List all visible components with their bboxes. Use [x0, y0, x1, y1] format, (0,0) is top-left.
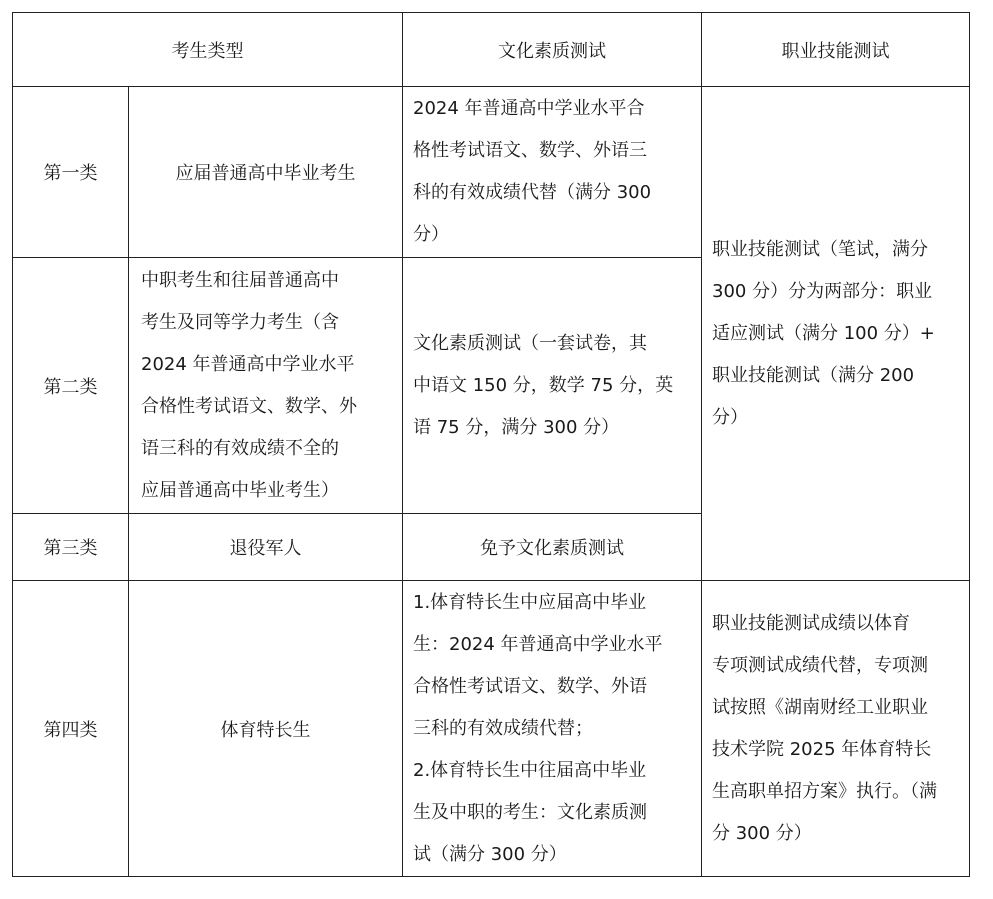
header-skill-test: 职业技能测试	[702, 13, 970, 87]
student-desc-cell	[129, 581, 403, 877]
culture-line: 三科的有效成绩代替；	[413, 717, 593, 739]
culture-test-cell	[403, 87, 702, 258]
culture-line: 分）	[413, 224, 449, 245]
culture-line: 文化素质测试（一套试卷，其	[413, 332, 647, 354]
desc-line: 体育特长生	[220, 719, 311, 741]
desc-line: 应届普通高中毕业考生	[175, 163, 356, 184]
desc-line: 考生及同等学力考生（含	[141, 311, 339, 333]
category-cell: 第四类	[13, 581, 129, 877]
culture-line: 格性考试语文、数学、外语三	[413, 140, 647, 161]
culture-line: 试（满分 300 分）	[413, 843, 567, 865]
skill-line: 分）	[712, 406, 748, 428]
category-cell: 第一类	[13, 87, 129, 258]
header-row	[13, 13, 970, 87]
culture-line: 语 75 分，满分 300 分）	[413, 416, 620, 438]
culture-line: 科的有效成绩代替（满分 300	[413, 182, 652, 203]
skill-line: 分 300 分）	[712, 822, 812, 844]
desc-line: 中职考生和往届普通高中	[141, 269, 339, 291]
table-row	[13, 87, 970, 258]
skill-line: 生高职单招方案》执行。（满	[712, 780, 937, 802]
culture-line: 生：2024 年普通高中学业水平	[413, 633, 663, 655]
skill-line: 职业技能测试（笔试，满分	[712, 238, 928, 260]
student-desc-cell	[129, 514, 403, 581]
desc-line: 语三科的有效成绩不全的	[141, 437, 339, 459]
skill-line: 300 分）分为两部分：职业	[712, 280, 933, 302]
student-desc-cell	[129, 258, 403, 514]
culture-line: 中语文 150 分，数学 75 分，英	[413, 374, 674, 396]
header-student-type: 考生类型	[13, 13, 403, 87]
desc-line: 2024 年普通高中学业水平	[141, 353, 355, 375]
culture-line: 生及中职的考生：文化素质测	[413, 801, 647, 823]
culture-test-cell	[403, 258, 702, 514]
skill-line: 技术学院 2025 年体育特长	[712, 738, 932, 760]
skill-test-sport-cell	[702, 581, 970, 877]
skill-line: 试按照《湖南财经工业职业	[712, 696, 928, 718]
desc-line: 应届普通高中毕业考生）	[141, 479, 339, 501]
skill-line: 职业技能测试（满分 200	[712, 364, 915, 386]
header-culture-test: 文化素质测试	[403, 13, 702, 87]
table-row	[13, 581, 970, 877]
culture-line: 1.体育特长生中应届高中毕业	[413, 591, 647, 613]
culture-line: 2024 年普通高中学业水平合	[413, 98, 645, 119]
category-cell: 第三类	[13, 514, 129, 581]
student-desc-cell	[129, 87, 403, 258]
culture-line: 2.体育特长生中往届高中毕业	[413, 759, 647, 781]
skill-line: 适应测试（满分 100 分）+	[712, 322, 935, 344]
culture-line: 免予文化素质测试	[480, 538, 624, 559]
category-cell: 第二类	[13, 258, 129, 514]
skill-test-shared-cell	[702, 87, 970, 581]
skill-line: 专项测试成绩代替，专项测	[712, 654, 928, 676]
desc-line: 退役军人	[229, 538, 302, 559]
culture-line: 合格性考试语文、数学、外语	[413, 675, 647, 697]
skill-line: 职业技能测试成绩以体育	[712, 612, 910, 634]
culture-test-cell	[403, 514, 702, 581]
admission-exam-table	[12, 12, 970, 877]
desc-line: 合格性考试语文、数学、外	[141, 395, 357, 417]
culture-test-cell	[403, 581, 702, 877]
